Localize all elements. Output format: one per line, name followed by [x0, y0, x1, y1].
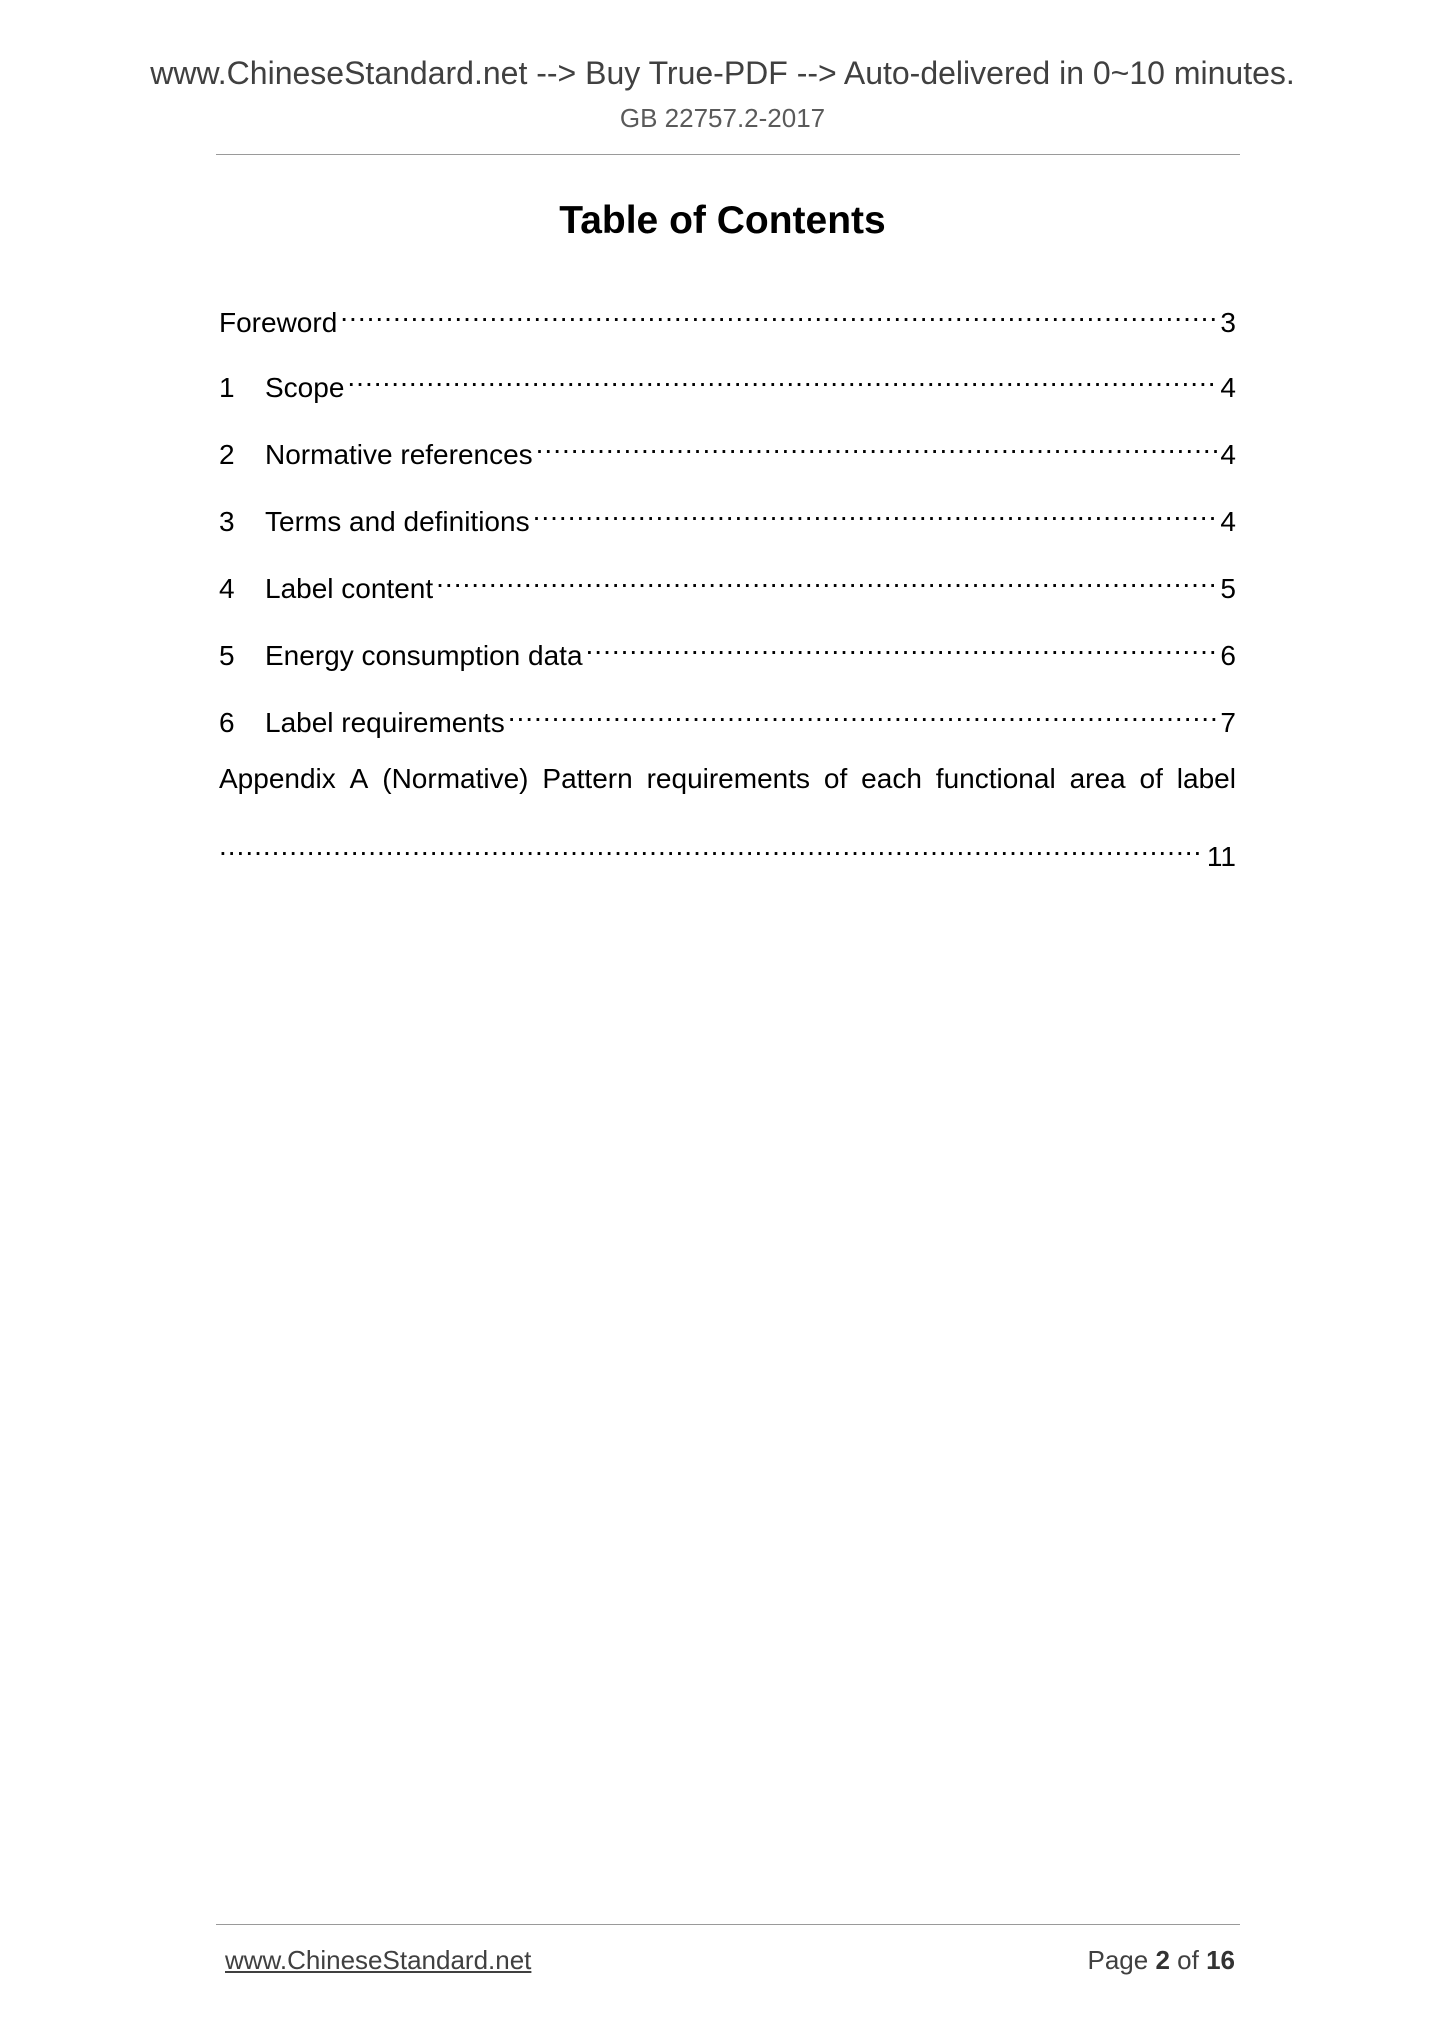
- header-banner: www.ChineseStandard.net --> Buy True-PDF --> Auto-delivered in 0~10 minutes.: [150, 55, 1295, 91]
- toc-entry-scope[interactable]: [219, 357, 1236, 403]
- document-number: GB 22757.2-2017: [619, 103, 826, 133]
- appendix-word: label: [1176, 763, 1236, 794]
- page-prefix: Page: [1087, 1945, 1149, 1975]
- toc-entry-page: 7: [1220, 707, 1236, 738]
- page-total: 16: [1206, 1945, 1235, 1975]
- appendix-word: (Normative): [382, 763, 529, 794]
- toc-entry-label: Terms and definitions: [265, 506, 530, 537]
- toc-leader-dots: [347, 357, 1217, 397]
- toc-entry-page: 4: [1220, 506, 1236, 537]
- toc-entry-appendix-a-page-line[interactable]: [219, 826, 1236, 872]
- appendix-word: of: [1139, 763, 1163, 794]
- toc-entry-page: 4: [1220, 439, 1236, 470]
- toc-entry-number: 2: [219, 439, 235, 470]
- toc-entry-appendix-a[interactable]: [219, 759, 1236, 799]
- toc-entry-number: 1: [219, 372, 235, 403]
- toc-entry-normative-references[interactable]: [219, 424, 1236, 470]
- toc-entry-label-content[interactable]: [219, 558, 1236, 604]
- appendix-word: of: [823, 763, 848, 794]
- toc-leader-dots: [436, 558, 1217, 598]
- toc-entry-page: 11: [1206, 841, 1236, 872]
- toc-entry-label: Normative references: [265, 439, 533, 470]
- toc-leader-dots: [533, 491, 1218, 531]
- toc-entry-label: Scope: [265, 372, 345, 403]
- toc-entry-label: Label content: [265, 573, 434, 604]
- appendix-word: Appendix: [219, 763, 336, 794]
- toc-entry-number: 6: [219, 707, 235, 738]
- appendix-word: A: [349, 763, 369, 794]
- page-current: 2: [1155, 1945, 1170, 1975]
- toc-entry-energy-consumption-data[interactable]: [219, 625, 1236, 671]
- toc-leader-dots: [508, 692, 1218, 732]
- toc-entry-page: 4: [1220, 372, 1236, 403]
- toc-leader-dots: [219, 826, 1204, 866]
- toc-entry-page: 3: [1220, 307, 1236, 338]
- header-divider: [216, 154, 1240, 155]
- appendix-word: requirements: [646, 763, 810, 794]
- appendix-word: area: [1069, 763, 1126, 794]
- appendix-word: Pattern: [542, 763, 633, 794]
- toc-entry-label: Label requirements: [265, 707, 505, 738]
- toc-entry-number: 3: [219, 506, 235, 537]
- toc-leader-dots: [340, 292, 1217, 332]
- footer-divider: [216, 1924, 1240, 1925]
- toc-entry-terms-and-definitions[interactable]: [219, 491, 1236, 537]
- toc-entry-page: 5: [1220, 573, 1236, 604]
- toc-entry-label: Foreword: [219, 307, 338, 338]
- toc-entry-page: 6: [1220, 640, 1236, 671]
- toc-entry-number: 4: [219, 573, 235, 604]
- toc-title: Table of Contents: [559, 199, 886, 242]
- page-separator: of: [1177, 1945, 1199, 1975]
- footer-website-link[interactable]: www.ChineseStandard.net: [225, 1945, 532, 1975]
- appendix-word: functional: [935, 763, 1056, 794]
- toc-leader-dots: [536, 424, 1218, 464]
- toc-entry-foreword[interactable]: [219, 292, 1236, 338]
- toc-leader-dots: [586, 625, 1218, 665]
- toc-entry-label: Energy consumption data: [265, 640, 583, 671]
- toc-entry-label-requirements[interactable]: [219, 692, 1236, 738]
- appendix-word: each: [861, 763, 922, 794]
- toc-entry-number: 5: [219, 640, 235, 671]
- page-indicator: [1087, 1945, 1235, 1976]
